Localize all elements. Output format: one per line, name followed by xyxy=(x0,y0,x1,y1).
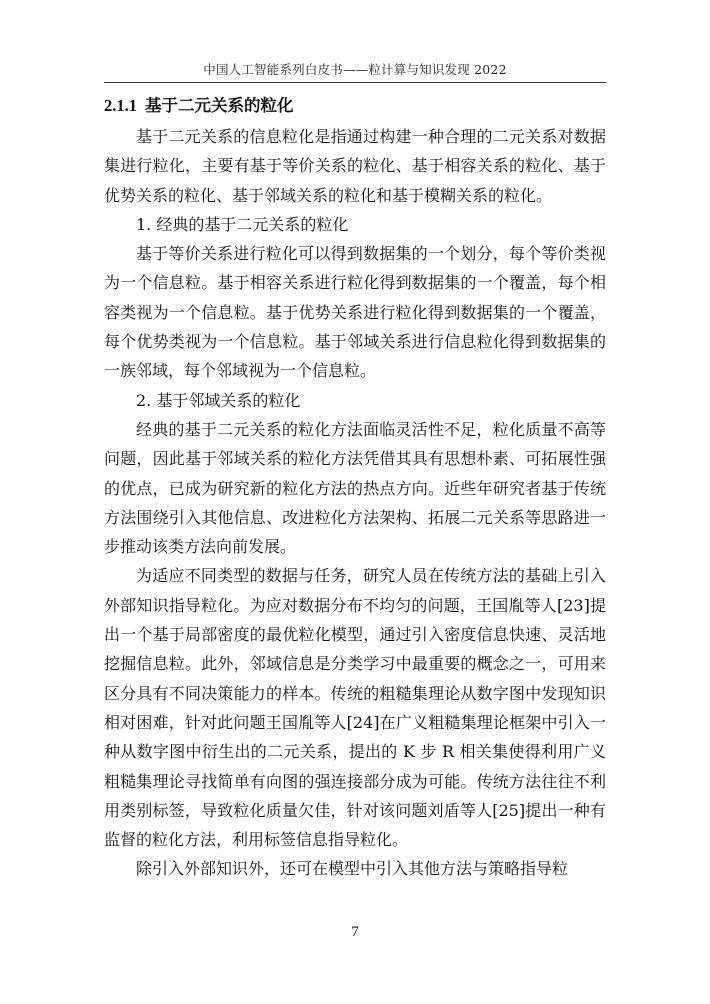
page-number: 7 xyxy=(351,924,359,940)
header-rule xyxy=(104,82,606,83)
section-heading xyxy=(104,92,294,116)
paragraph: 为适应不同类型的数据与任务，研究人员在传统方法的基础上引入外部知识指导粒化。为应对数据分布不均匀的问题，王国胤等人[23]提出一个基于局部密度的最优粒化模型，通过引入密度信息快速、灵活地挖掘信息粒。此外，邻域信息是分类学习中最重要的概念之一，可用来区分具有不同决策能力的样本。传统的粗糙集理论从数字图中发现知识相对困难，针对此问题王国胤等人[24]在广义粗糙集理论框架中引入一种从数字图中衍生出的二元关系，提出的 K 步 R 相关集使得利用广义粗糙集理论寻找简单有向图的强连接部分成为可能。传统方法往往不利用类别标签，导致粒化质量欠佳，针对该问题刘盾等人[25]提出一种有监督的粒化方法，利用标签信息指导粒化。 xyxy=(104,566,606,850)
section-number: 2.1.1 xyxy=(104,96,137,115)
section-title: 基于二元关系的粒化 xyxy=(145,96,294,115)
subheading-neighborhood: 2. 基于邻域关系的粒化 xyxy=(136,390,301,410)
paragraph: 经典的基于二元关系的粒化方法面临灵活性不足，粒化质量不高等问题，因此基于邻域关系的粒化方法凭借其具有思想朴素、可拓展性强的优点，已成为研究新的粒化方法的热点方向。近些年研究者基于传统方法围绕引入其他信息、改进粒化方法架构、拓展二元关系等思路进一步推动该类方法向前发展。 xyxy=(104,419,606,557)
body-text xyxy=(104,122,606,884)
running-header: 中国人工智能系列白皮书——粒计算与知识发现 2022 xyxy=(203,62,507,77)
paragraph: 基于二元关系的信息粒化是指通过构建一种合理的二元关系对数据集进行粒化，主要有基于等价关系的粒化、基于相容关系的粒化、基于优势关系的粒化、基于邻域关系的粒化和基于模糊关系的粒化。 xyxy=(104,127,606,205)
subheading-classic: 1. 经典的基于二元关系的粒化 xyxy=(136,214,349,234)
paragraph: 除引入外部知识外，还可在模型中引入其他方法与策略指导粒 xyxy=(136,859,569,879)
paragraph: 基于等价关系进行粒化可以得到数据集的一个划分，每个等价类视为一个信息粒。基于相容关系进行粒化得到数据集的一个覆盖，每个相容类视为一个信息粒。基于优势关系进行粒化得到数据集的一个覆盖，每个优势类视为一个信息粒。基于邻域关系进行信息粒化得到数据集的一族邻域，每个邻域视为一个信息粒。 xyxy=(104,244,606,381)
